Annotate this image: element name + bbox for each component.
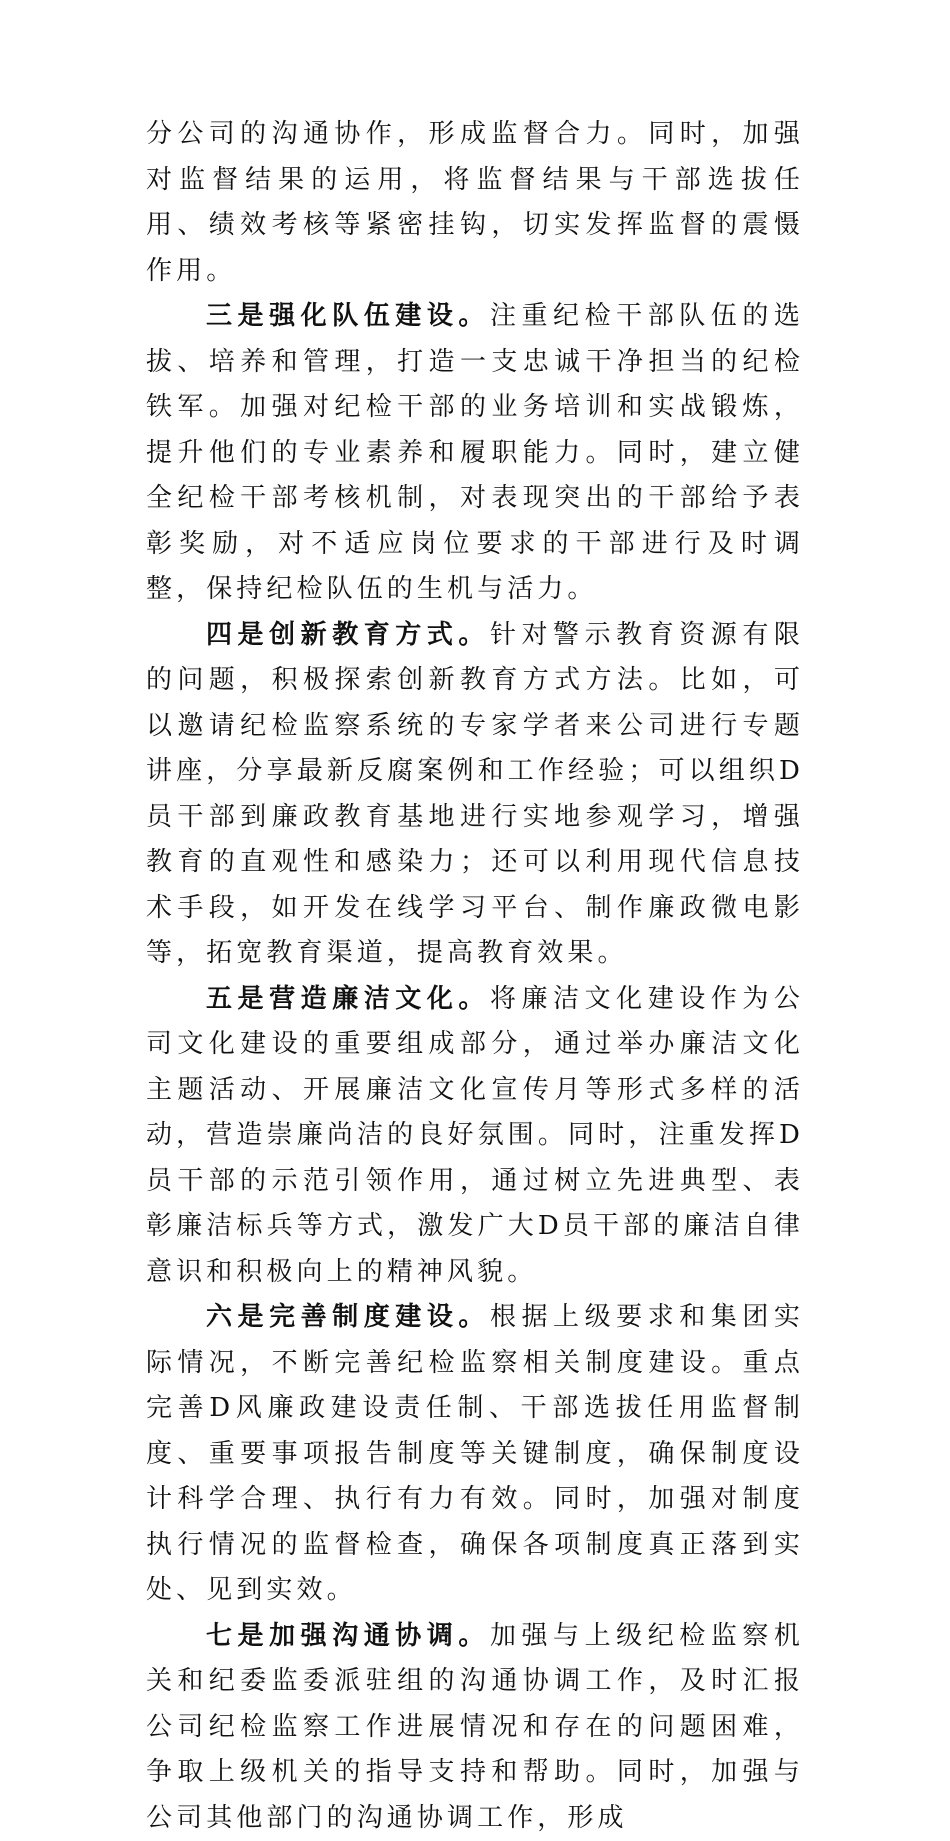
paragraph-lead: 七是加强沟通协调。 — [206, 1621, 490, 1651]
paragraph-team-building — [146, 294, 804, 613]
paragraph-continuation — [146, 112, 804, 294]
paragraph-communication — [146, 1614, 804, 1841]
paragraph-body: 将廉洁文化建设作为公司文化建设的重要组成部分，通过举办廉洁文化主题活动、开展廉洁文化宣传月等形式多样的活动，营造崇廉尚洁的良好氛围。同时，注重发挥D员干部的示范引领作用，通过树立先进典型、表彰廉洁标兵等方式，激发广大D员干部的廉洁自律意识和积极向上的精神风貌。 — [146, 984, 804, 1287]
paragraph-lead: 四是创新教育方式。 — [206, 620, 490, 650]
paragraph-culture — [146, 977, 804, 1296]
paragraph-body: 加强与上级纪检监察机关和纪委监委派驻组的沟通协调工作，及时汇报公司纪检监察工作进展情况和存在的问题困难，争取上级机关的指导支持和帮助。同时，加强与公司其他部门的沟通协调工作，形成 — [146, 1621, 804, 1833]
paragraph-body: 分公司的沟通协作，形成监督合力。同时，加强对监督结果的运用，将监督结果与干部选拔任用、绩效考核等紧密挂钩，切实发挥监督的震慑作用。 — [146, 119, 804, 286]
paragraph-lead: 六是完善制度建设。 — [206, 1302, 490, 1332]
paragraph-lead: 三是强化队伍建设。 — [206, 301, 490, 331]
document-body — [146, 112, 804, 1841]
paragraph-body: 针对警示教育资源有限的问题，积极探索创新教育方式方法。比如，可以邀请纪检监察系统的专家学者来公司进行专题讲座，分享最新反腐案例和工作经验；可以组织D员干部到廉政教育基地进行实地参观学习，增强教育的直观性和感染力；还可以利用现代信息技术手段，如开发在线学习平台、制作廉政微电影等，拓宽教育渠道，提高教育效果。 — [146, 620, 804, 969]
paragraph-body: 根据上级要求和集团实际情况，不断完善纪检监察相关制度建设。重点完善D风廉政建设责任制、干部选拔任用监督制度、重要事项报告制度等关键制度，确保制度设计科学合理、执行有力有效。同时，加强对制度执行情况的监督检查，确保各项制度真正落到实处、见到实效。 — [146, 1302, 804, 1605]
paragraph-education — [146, 613, 804, 977]
paragraph-system — [146, 1295, 804, 1614]
paragraph-body: 注重纪检干部队伍的选拔、培养和管理，打造一支忠诚干净担当的纪检铁军。加强对纪检干部的业务培训和实战锻炼，提升他们的专业素养和履职能力。同时，建立健全纪检干部考核机制，对表现突出的干部给予表彰奖励，对不适应岗位要求的干部进行及时调整，保持纪检队伍的生机与活力。 — [146, 301, 804, 604]
paragraph-lead: 五是营造廉洁文化。 — [206, 984, 490, 1014]
